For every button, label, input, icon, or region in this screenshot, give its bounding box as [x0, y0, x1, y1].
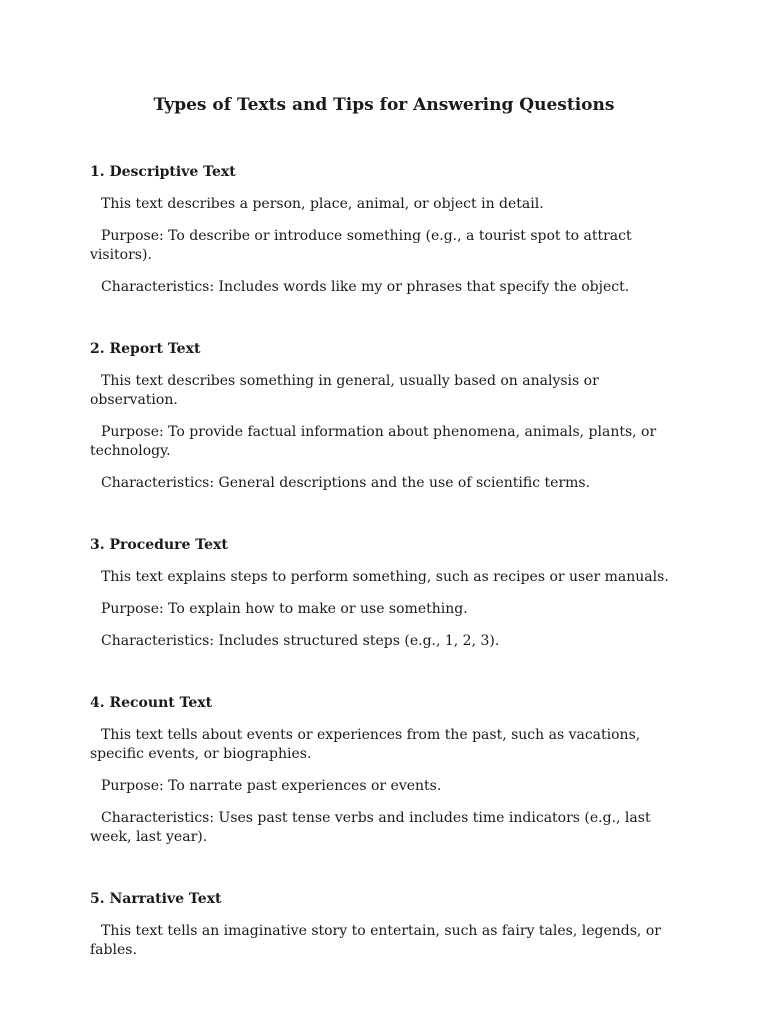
section-procedure-text — [90, 535, 678, 651]
section-paragraph: This text explains steps to perform something, such as recipes or user manuals. — [101, 569, 669, 585]
section-heading: 5. Narrative Text — [90, 891, 222, 907]
section-paragraph: Purpose: To explain how to make or use something. — [101, 601, 468, 617]
section-paragraph: Purpose: To provide factual information about phenomena, animals, plants, or technology. — [90, 424, 657, 459]
section-paragraph: Purpose: To describe or introduce something (e.g., a tourist spot to attract visitors). — [90, 228, 632, 263]
section-paragraph: This text describes a person, place, animal, or object in detail. — [101, 196, 544, 212]
section-narrative-text — [90, 889, 678, 960]
section-paragraph: This text tells an imaginative story to entertain, such as fairy tales, legends, or fables. — [90, 923, 661, 958]
section-report-text — [90, 339, 678, 493]
sections-container — [90, 162, 678, 960]
section-descriptive-text — [90, 162, 678, 297]
section-heading: 3. Procedure Text — [90, 537, 228, 553]
section-paragraph: This text tells about events or experiences from the past, such as vacations, specific events, or biographies. — [90, 727, 641, 762]
section-heading: 4. Recount Text — [90, 695, 213, 711]
section-heading: 1. Descriptive Text — [90, 164, 236, 180]
page-title: Types of Texts and Tips for Answering Questions — [153, 95, 615, 115]
section-heading: 2. Report Text — [90, 341, 201, 357]
section-paragraph: Characteristics: Includes words like my or phrases that specify the object. — [101, 279, 630, 295]
section-paragraph: Characteristics: Includes structured steps (e.g., 1, 2, 3). — [101, 633, 500, 649]
section-recount-text — [90, 693, 678, 847]
section-paragraph: Purpose: To narrate past experiences or events. — [101, 778, 442, 794]
section-paragraph: This text describes something in general, usually based on analysis or observation. — [90, 373, 599, 408]
section-paragraph: Characteristics: Uses past tense verbs and includes time indicators (e.g., last week, last year). — [90, 810, 651, 845]
section-paragraph: Characteristics: General descriptions and the use of scientific terms. — [101, 475, 591, 491]
